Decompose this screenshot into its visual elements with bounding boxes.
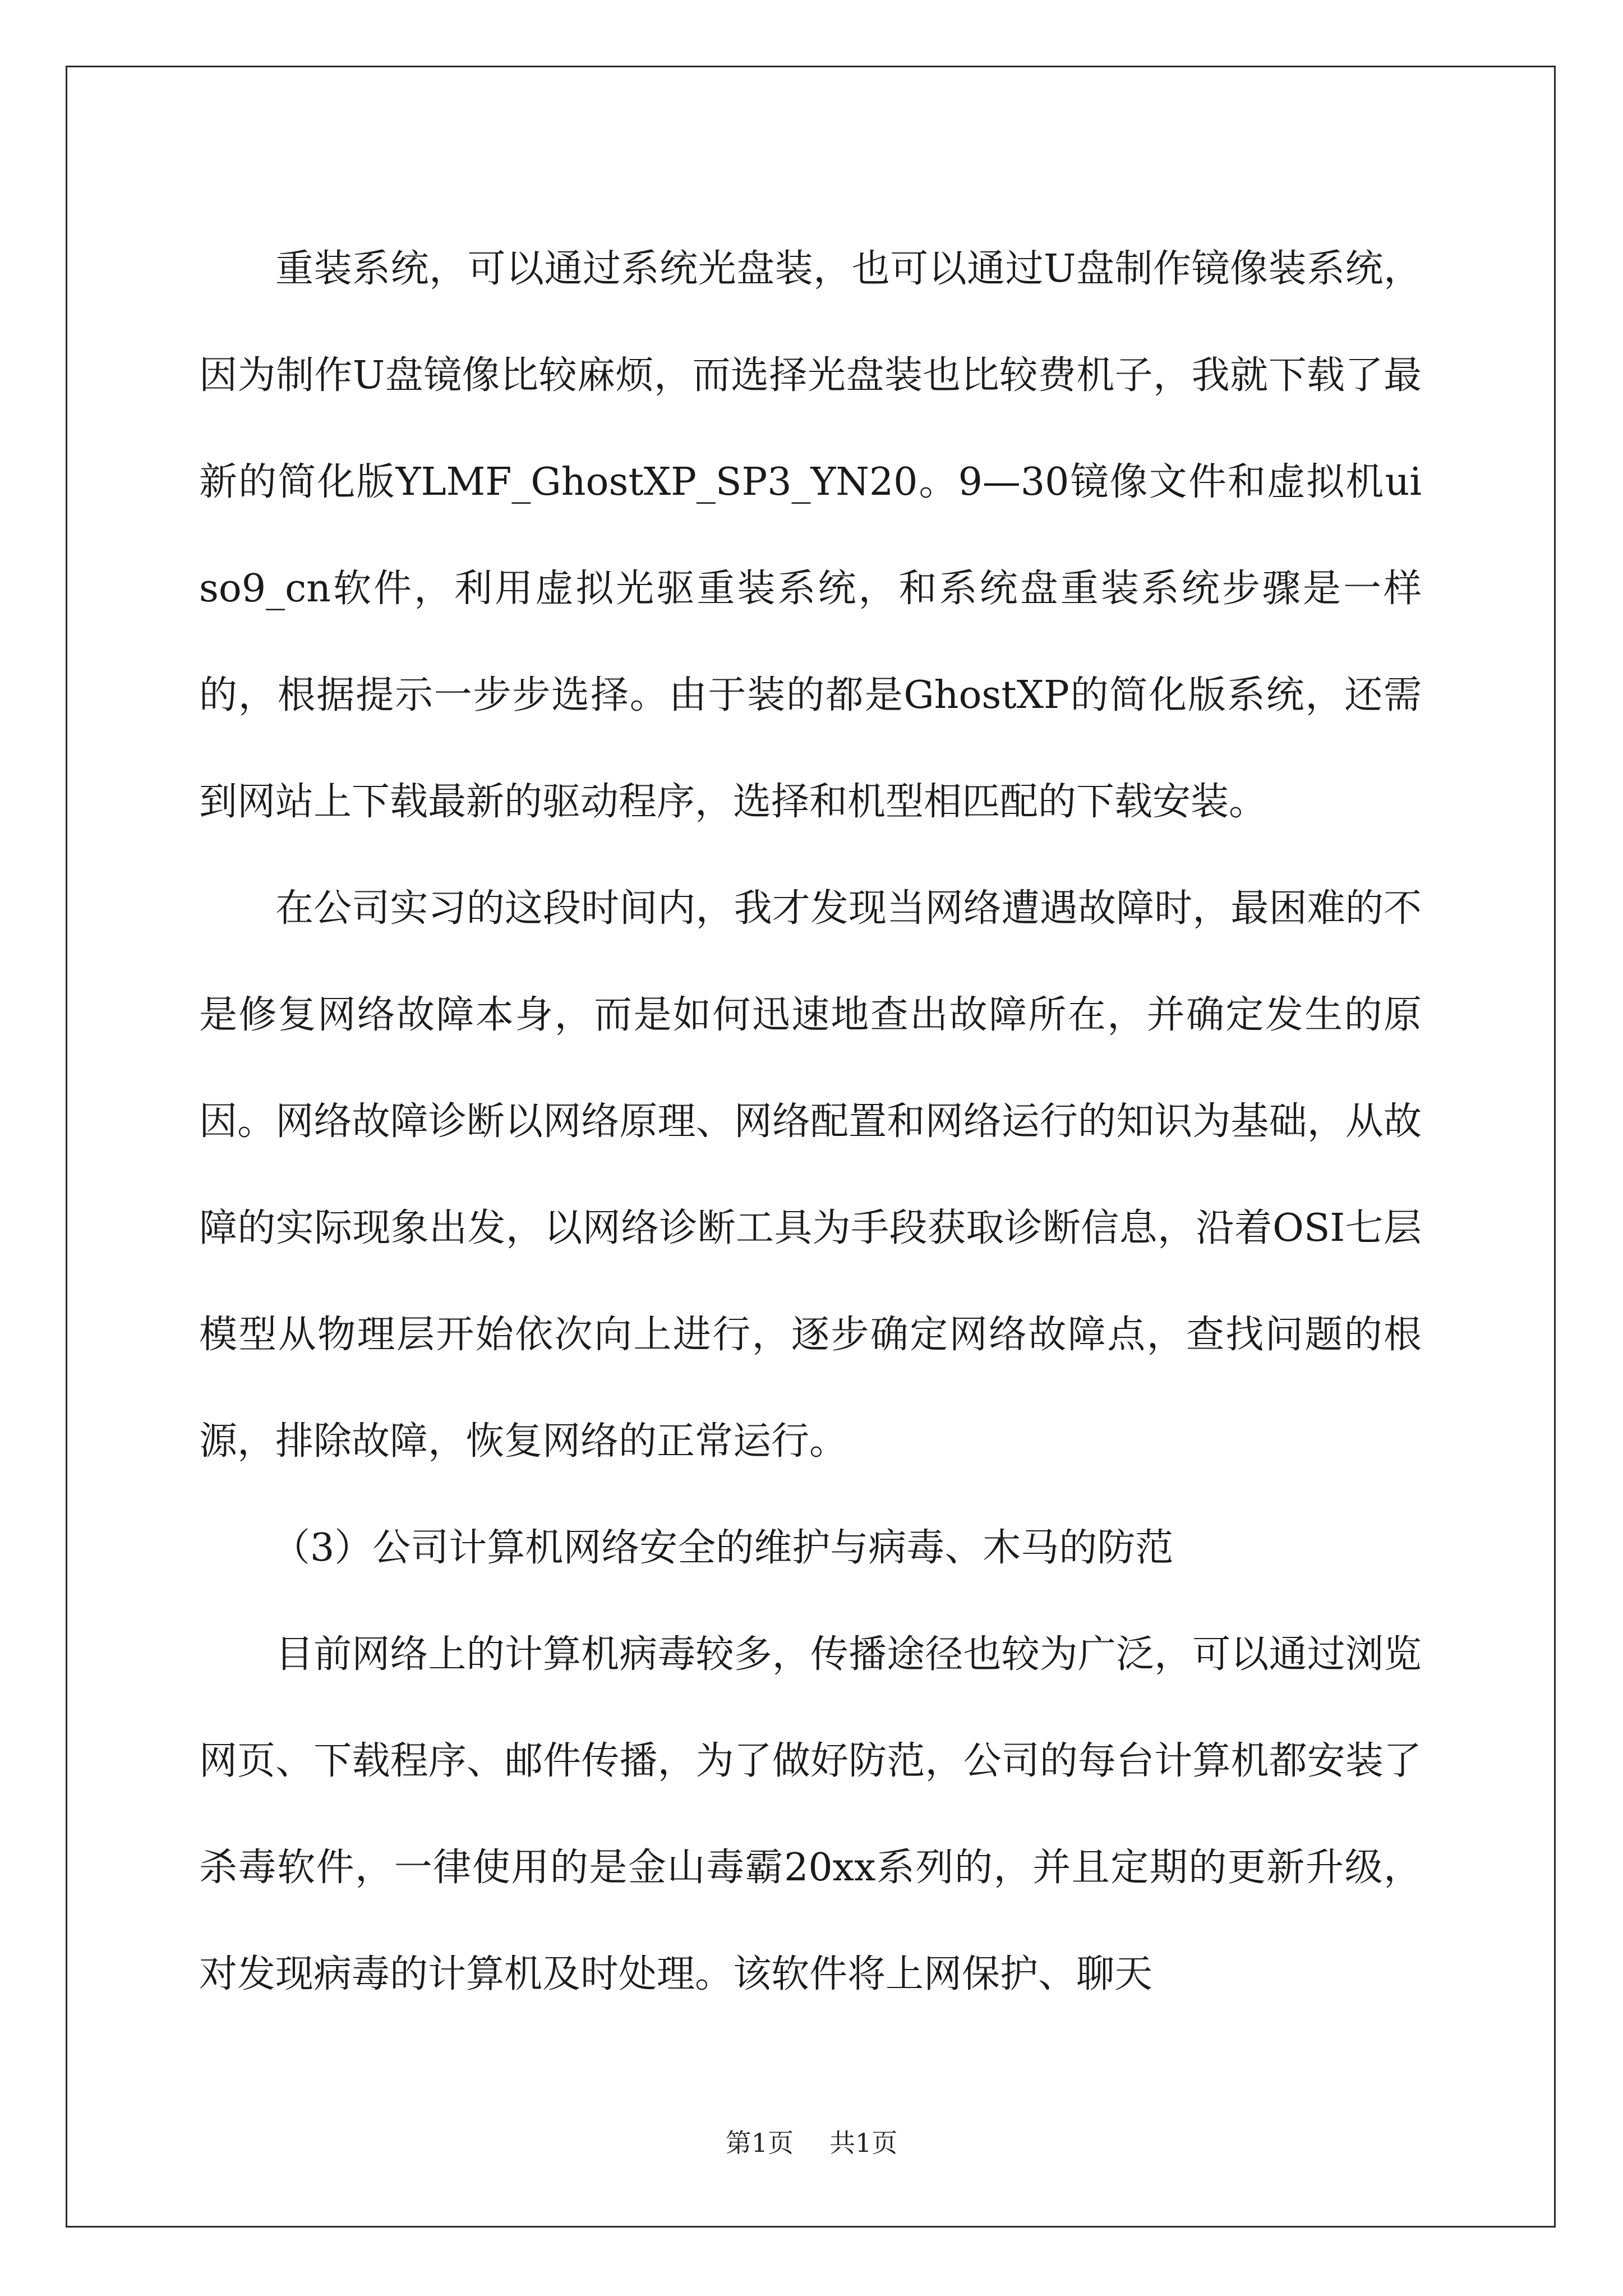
page-footer [0, 2126, 1623, 2160]
paragraph-antivirus: 目前网络上的计算机病毒较多，传播途径也较为广泛，可以通过浏览网页、下载程序、邮件传播，为了做好防范，公司的每台计算机都安装了杀毒软件，一律使用的是金山毒霸20xx系列的，并且定期的更新升级，对发现病毒的计算机及时处理。该软件将上网保护、聊天 [199, 1632, 1422, 1996]
document-body [199, 216, 1422, 2028]
paragraph-system-reinstall: 重装系统，可以通过系统光盘装，也可以通过U盘制作镜像装系统，因为制作U盘镜像比较麻烦，而选择光盘装也比较费机子，我就下载了最新的简化版YLMF_GhostXP_SP3_YN20。9—30镜像文件和虚拟机uiso9_cn软件，利用虚拟光驱重装系统，和系统盘重装系统步骤是一样的，根据提示一步步选择。由于装的都是GhostXP的简化版系统，还需到网站上下载最新的驱动程序，选择和机型相匹配的下载安装。 [199, 247, 1422, 824]
paragraph-network-troubleshooting: 在公司实习的这段时间内，我才发现当网络遭遇故障时，最困难的不是修复网络故障本身，而是如何迅速地查出故障所在，并确定发生的原因。网络故障诊断以网络原理、网络配置和网络运行的知识为基础，从故障的实际现象出发，以网络诊断工具为手段获取诊断信息，沿着OSI七层模型从物理层开始依次向上进行，逐步确定网络故障点，查找问题的根源，排除故障，恢复网络的正常运行。 [199, 886, 1422, 1464]
page-total: 共1页 [829, 2128, 898, 2158]
page-number: 第1页 [725, 2128, 794, 2158]
section-heading-network-security: （3）公司计算机网络安全的维护与病毒、木马的防范 [272, 1526, 1174, 1570]
